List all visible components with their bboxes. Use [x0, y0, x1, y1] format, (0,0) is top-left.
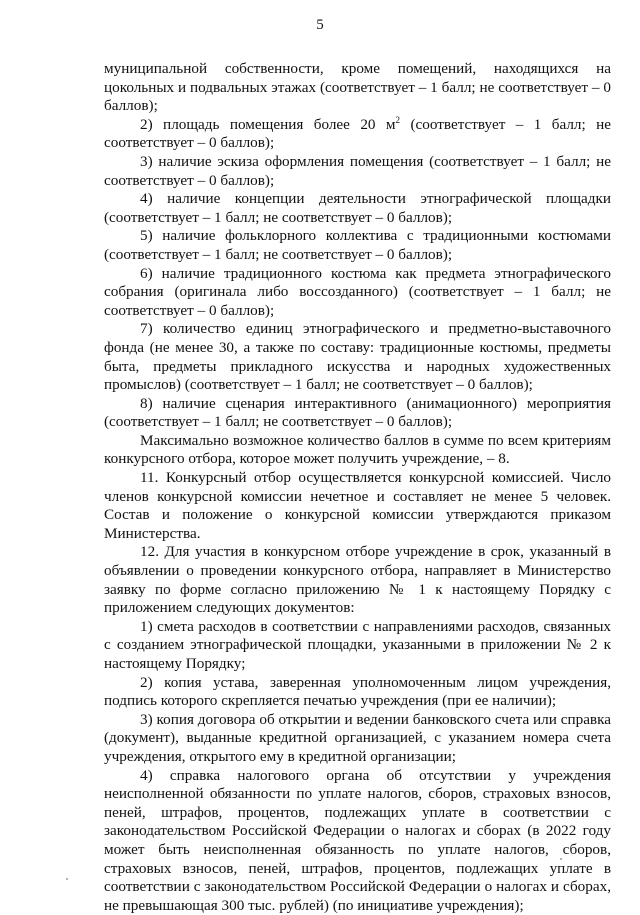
criterion-5: 5) наличие фольклорного коллектива с традиционными костюмами (соответствует – 1 балл; не соответствует – 0 баллов);	[104, 227, 611, 263]
superscript: 2	[395, 114, 401, 125]
criterion-6: 6) наличие традиционного костюма как предмета этнографического собрания (оригинала либо воссозданного) (соответствует – 1 балл; не соответствует – 0 баллов);	[104, 264, 611, 319]
criterion-4: 4) наличие концепции деятельности этнографической площадки (соответствует – 1 балл; не соответствует – 0 баллов);	[104, 190, 611, 226]
criterion-8: 8) наличие сценария интерактивного (анимационного) мероприятия (соответствует – 1 балл; не соответствует – 0 баллов);	[104, 394, 611, 431]
max-score-paragraph: Максимально возможное количество баллов в сумме по всем критериям конкурсного отбора, которое может получить учреждение, – 8.	[104, 431, 611, 468]
scan-speck	[66, 878, 68, 880]
paragraph-continuation: муниципальной собственности, кроме помещений, находящихся на цокольных и подвальных этажах (соответствует – 1 балл; не соответствует – 0 баллов);	[104, 60, 611, 115]
criterion-2-text: 2) площадь помещения более 20 м	[140, 115, 396, 133]
document-item-1: 1) смета расходов в соответствии с направлениями расходов, связанных с созданием этнографической площадки, указанными в приложении № 2 к настоящему Порядку;	[104, 617, 611, 672]
criterion-7: 7) количество единиц этнографического и предметно-выставочного фонда (не менее 30, а также по составу: традиционные костюмы, предметы быта, предметы прикладного искусства и народных художественных промыслов) (соответствует – 1 балл; не соответствует – 0 баллов);	[104, 320, 611, 394]
document-item-4: 4) справка налогового органа об отсутствии у учреждения неисполненной обязанности по уплате налогов, сборов, страховых взносов, пеней, штрафов, процентов, подлежащих уплате в соответствии с законодательством Российской Федерации о налогах и сборах (в 2022 году может быть неисполненная обязанность по уплате налогов, сборов, страховых взносов, пеней, штрафов, процентов, подлежащих уплате в соответствии с законодательством Российской Федерации о налогах и сборах, не превышающая 300 тыс. рублей) (по инициативе учреждения);	[104, 766, 611, 914]
criterion-3: 3) наличие эскиза оформления помещения (соответствует – 1 балл; не соответствует – 0 баллов);	[104, 152, 611, 189]
document-item-2: 2) копия устава, заверенная уполномоченным лицом учреждения, подпись которого скрепляется печатью учреждения (при ее наличии);	[104, 673, 611, 710]
criterion-2	[104, 116, 611, 153]
clause-11: 11. Конкурсный отбор осуществляется конкурсной комиссией. Число членов конкурсной комиссии нечетное и составляет не менее 5 человек. Состав и положение о конкурсной комиссии утверждаются приказом Министерства.	[104, 469, 611, 542]
page-number: 5	[316, 17, 324, 33]
document-body	[104, 60, 611, 915]
criterion-2-tail: (соответствует – 1 балл; не соответствует – 0 баллов);	[104, 115, 612, 152]
document-item-3: 3) копия договора об открытии и ведении банковского счета или справка (документ), выданные кредитной организацией, с указанием номера счета учреждения, открытого ему в кредитной организации;	[104, 710, 611, 765]
clause-12: 12. Для участия в конкурсном отборе учреждение в срок, указанный в объявлении о проведении конкурсного отбора, направляет в Министерство заявку по форме согласно приложению № 1 к настоящему Порядку с приложением следующих документов:	[104, 543, 611, 617]
scan-speck	[560, 858, 562, 860]
